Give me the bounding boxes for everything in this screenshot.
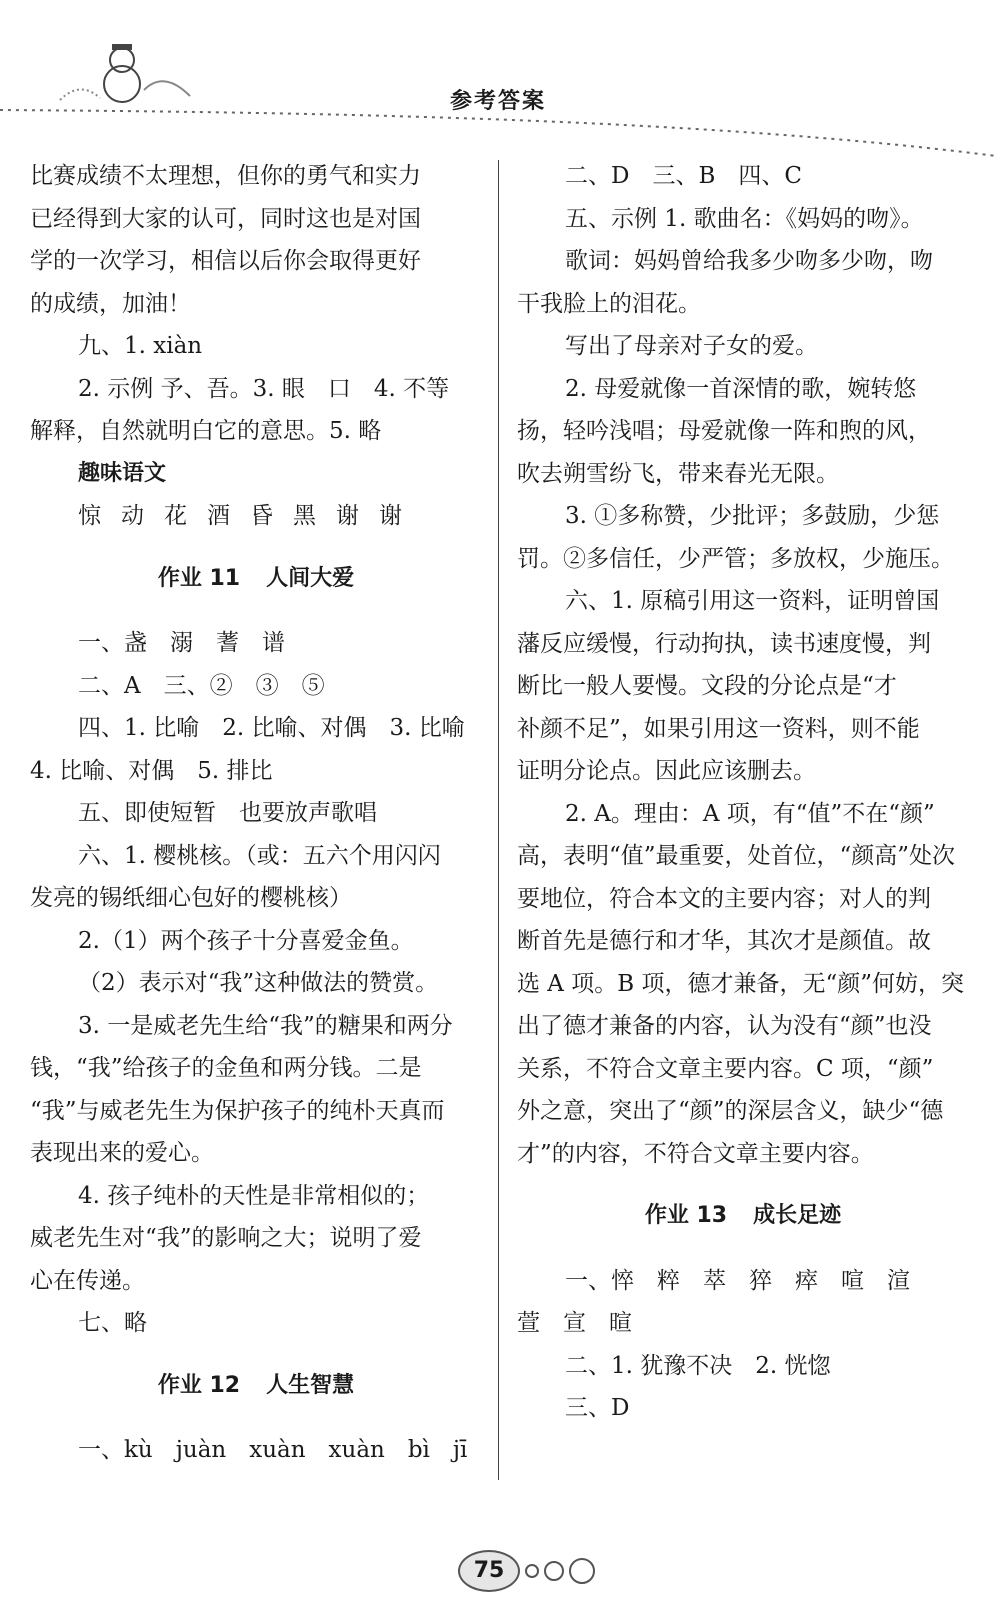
text-line: 罚。②多信任，少严管；多放权，少施压。 [517, 545, 954, 572]
text-line: 证明分论点。因此应该删去。 [517, 758, 816, 784]
text-line: 高，表明“值”最重要，处首位，“颜高”处次 [517, 843, 956, 869]
text-line: 断首先是德行和才华，其次才是颜值。故 [517, 928, 931, 954]
text-line: “我”与威老先生为保护孩子的纯朴天真而 [30, 1097, 445, 1124]
text-line: 萱 宣 暄 [517, 1310, 632, 1336]
text-line: 扬，轻吟浅唱；母爱就像一阵和煦的风， [517, 418, 931, 444]
homework-number: 作业 12 [157, 1372, 241, 1398]
text-line: 要地位，符合本文的主要内容；对人的判 [517, 885, 931, 912]
text-line: 的成绩，加油！ [30, 290, 191, 317]
page-footer [448, 1546, 608, 1596]
homework-number: 作业 13 [644, 1203, 728, 1228]
homework-heading [30, 558, 482, 601]
text-line: 4. 比喻、对偶 5. 排比 [30, 757, 273, 784]
text-line: 六、1. 樱桃核。（或：五六个用闪闪 [78, 842, 441, 869]
homework-heading [517, 1195, 969, 1238]
text-line: 2.（1）两个孩子十分喜爱金鱼。 [78, 927, 414, 954]
text-line: 3. ①多称赞，少批评；多鼓励，少惩 [565, 503, 940, 529]
text-line: 学的一次学习，相信以后你会取得更好 [30, 248, 421, 274]
text-line: 关系，不符合文章主要内容。C 项，“颜” [517, 1055, 934, 1082]
right-column [517, 155, 969, 1430]
text-line: 三、D [565, 1395, 630, 1421]
text-line: 补颜不足”，如果引用这一资料，则不能 [517, 715, 920, 742]
page-header [0, 0, 996, 160]
text-line: 五、即使短暂 也要放声歌唱 [78, 800, 377, 826]
text-line: 七、略 [78, 1310, 147, 1336]
homework-number: 作业 11 [157, 565, 241, 591]
text-line: 写出了母亲对子女的爱。 [565, 333, 818, 359]
text-line: 解释，自然就明白它的意思。5. 略 [30, 418, 382, 444]
text-line: 2. A。理由：A 项，有“值”不在“颜” [565, 800, 935, 827]
text-line: 一、kù juàn xuàn xuàn bì jī [78, 1437, 468, 1463]
text-line: 发亮的锡纸细心包好的樱桃核） [30, 885, 352, 911]
text-line: 表现出来的爱心。 [30, 1140, 214, 1166]
text-line: 一、盏 溺 蓍 谱 [78, 630, 285, 656]
text-line: 2. 母爱就像一首深情的歌，婉转悠 [565, 375, 917, 402]
text-line: 歌词：妈妈曾给我多少吻多少吻，吻 [565, 248, 933, 274]
homework-title: 成长足迹 [753, 1203, 842, 1228]
text-line: （2）表示对“我”这种做法的赞赏。 [78, 970, 439, 996]
text-line: 出了德才兼备的内容，认为没有“颜”也没 [517, 1013, 932, 1039]
column-divider [498, 160, 499, 1480]
left-column [30, 155, 482, 1472]
homework-title: 人生智慧 [266, 1372, 355, 1398]
homework-title: 人间大爱 [266, 565, 355, 591]
text-line: 威老先生对“我”的影响之大；说明了爱 [30, 1225, 422, 1251]
bubbles-icon [522, 1556, 602, 1586]
text-line: 才”的内容，不符合文章主要内容。 [517, 1140, 874, 1167]
text-line: 4. 孩子纯朴的天性是非常相似的； [78, 1182, 430, 1209]
text-line: 比赛成绩不太理想，但你的勇气和实力 [30, 163, 421, 189]
text-line: 惊动花酒昏黑谢谢 [78, 503, 422, 529]
text-line: 藩反应缓慢，行动拘执，读书速度慢，判 [517, 630, 931, 657]
text-line: 已经得到大家的认可，同时这也是对国 [30, 205, 421, 232]
text-line: 吹去朔雪纷飞，带来春光无限。 [517, 460, 839, 487]
text-line: 2. 示例 予、吾。3. 眼 口 4. 不等 [78, 375, 450, 402]
text-line: 二、A 三、② ③ ⑤ [78, 672, 325, 699]
text-line: 一、悴 粹 萃 猝 瘁 喧 渲 [565, 1267, 910, 1294]
page-number: 75 [458, 1550, 520, 1592]
header-title: 参考答案 [449, 89, 546, 114]
text-line: 五、示例 1. 歌曲名：《妈妈的吻》。 [565, 205, 924, 232]
text-line: 外之意，突出了“颜”的深层含义，缺少“德 [517, 1098, 944, 1124]
text-line: 3. 一是威老先生给“我”的糖果和两分 [78, 1012, 453, 1039]
homework-heading [30, 1365, 482, 1408]
text-line: 六、1. 原稿引用这一资料，证明曾国 [565, 588, 940, 614]
section-heading: 趣味语文 [78, 460, 167, 486]
text-line: 二、D 三、B 四、C [565, 163, 802, 189]
text-line: 断比一般人要慢。文段的分论点是“才 [517, 673, 897, 699]
text-line: 干我脸上的泪花。 [517, 290, 701, 317]
text-line: 四、1. 比喻 2. 比喻、对偶 3. 比喻 [78, 715, 465, 741]
text-line: 九、1. xiàn [78, 333, 203, 359]
text-line: 钱，“我”给孩子的金鱼和两分钱。二是 [30, 1055, 422, 1081]
text-line: 选 A 项。B 项，德才兼备，无“颜”何妨，突 [517, 970, 964, 997]
text-line: 心在传递。 [30, 1267, 145, 1294]
text-line: 二、1. 犹豫不决 2. 恍惚 [565, 1352, 831, 1379]
